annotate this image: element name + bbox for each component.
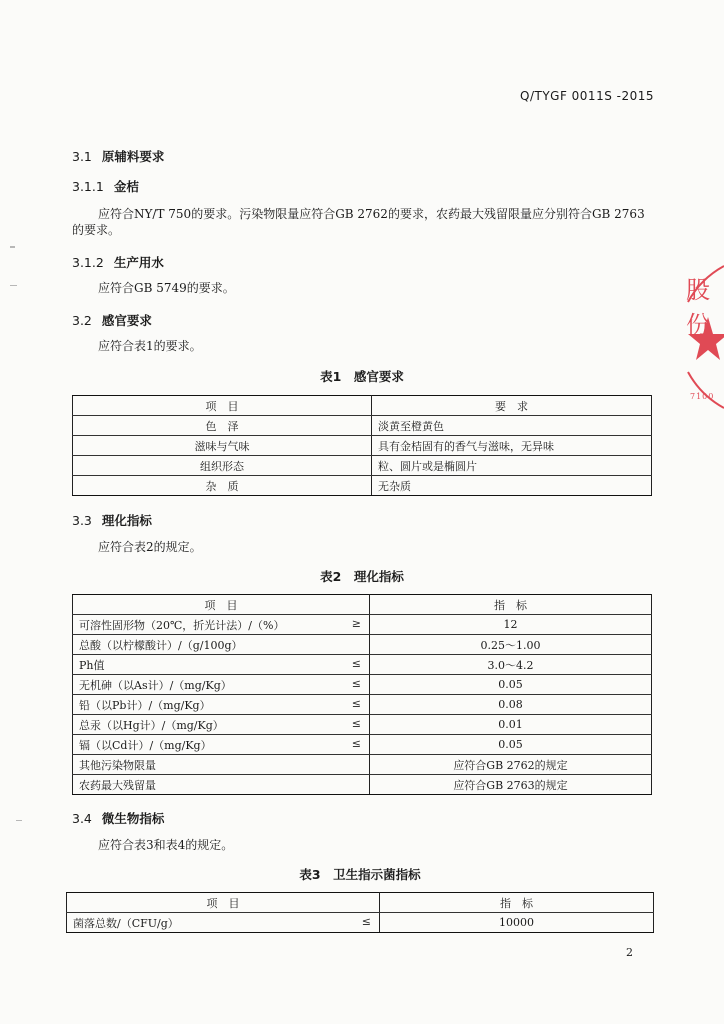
table-row — [73, 635, 652, 655]
row-item — [73, 615, 370, 635]
comparison-symbol: ≤ — [351, 657, 361, 670]
heading-number: 3.3 — [72, 513, 92, 528]
row-item — [73, 775, 370, 795]
scan-mark — [10, 285, 17, 286]
heading-3-2 — [72, 311, 152, 329]
comparison-symbol: ≤ — [351, 697, 361, 710]
row-value: 应符合GB 2763的规定 — [370, 775, 652, 795]
heading-title: 理化指标 — [101, 513, 152, 528]
heading-title: 原辅料要求 — [101, 149, 165, 164]
row-value: 12 — [370, 615, 652, 635]
heading-3-1-1 — [72, 177, 139, 195]
item-label: 无机砷（以As计）/（mg/Kg） — [79, 678, 232, 692]
header-requirement: 要 求 — [372, 396, 652, 416]
table3-indicator-bacteria — [66, 892, 654, 933]
row-item: 杂 质 — [73, 476, 372, 496]
paragraph-3-1-1-line2: 的要求。 — [72, 223, 121, 237]
header-item: 项 目 — [73, 396, 372, 416]
table-row — [73, 615, 652, 635]
table-row — [73, 436, 652, 456]
row-value: 10000 — [380, 913, 654, 933]
heading-title: 金桔 — [113, 179, 139, 194]
seal-code: 7100 — [690, 392, 715, 401]
heading-title: 微生物指标 — [101, 811, 165, 826]
row-item — [73, 655, 370, 675]
item-label: 铅（以Pb计）/（mg/Kg） — [79, 698, 211, 712]
row-value: 3.0～4.2 — [370, 655, 652, 675]
row-value: 应符合GB 2762的规定 — [370, 755, 652, 775]
header-item: 项 目 — [67, 893, 380, 913]
table-row — [73, 735, 652, 755]
row-requirement: 淡黄至橙黄色 — [372, 416, 652, 436]
table1-sensory — [72, 395, 652, 496]
row-requirement: 具有金桔固有的香气与滋味，无异味 — [372, 436, 652, 456]
header-item: 项 目 — [73, 595, 370, 615]
table-row — [73, 755, 652, 775]
table2-caption: 表2 理化指标 — [320, 569, 404, 584]
heading-3-4 — [72, 809, 164, 827]
paragraph-3-3: 应符合表2的规定。 — [98, 540, 202, 554]
row-item — [73, 635, 370, 655]
heading-title: 生产用水 — [113, 255, 164, 270]
page-number: 2 — [626, 946, 633, 959]
row-value: 0.05 — [370, 735, 652, 755]
row-item: 色 泽 — [73, 416, 372, 436]
row-item — [73, 715, 370, 735]
company-seal — [684, 262, 724, 412]
heading-number: 3.4 — [72, 811, 92, 826]
item-label: 可溶性固形物（20℃，折光计法）/（%） — [79, 618, 285, 632]
item-label: Ph值 — [79, 658, 105, 672]
table-header-row — [67, 893, 654, 913]
table-header-row — [73, 595, 652, 615]
row-requirement: 粒、圆片或是椭圆片 — [372, 456, 652, 476]
item-label: 镉（以Cd计）/（mg/Kg） — [79, 738, 212, 752]
row-item — [73, 755, 370, 775]
heading-3-1-2 — [72, 253, 164, 271]
row-item: 滋味与气味 — [73, 436, 372, 456]
row-value: 0.08 — [370, 695, 652, 715]
comparison-symbol: ≤ — [351, 677, 361, 690]
heading-number: 3.1.1 — [72, 179, 104, 194]
row-item — [67, 913, 380, 933]
header-value: 指 标 — [380, 893, 654, 913]
row-item — [73, 675, 370, 695]
table2-physicochemical — [72, 594, 652, 795]
row-item — [73, 735, 370, 755]
heading-number: 3.1 — [72, 149, 92, 164]
heading-3-1 — [72, 147, 164, 165]
table-row — [73, 695, 652, 715]
item-label: 总酸（以柠檬酸计）/（g/100g） — [79, 638, 243, 652]
table-row — [67, 913, 654, 933]
row-item — [73, 695, 370, 715]
item-label: 菌落总数/（CFU/g） — [73, 916, 179, 930]
row-value: 0.25～1.00 — [370, 635, 652, 655]
table-row — [73, 476, 652, 496]
standard-code: Q/TYGF 0011S -2015 — [520, 89, 655, 103]
table-row — [73, 775, 652, 795]
table-row — [73, 715, 652, 735]
heading-number: 3.1.2 — [72, 255, 104, 270]
table-row — [73, 416, 652, 436]
comparison-symbol: ≤ — [351, 737, 361, 750]
table-row — [73, 456, 652, 476]
comparison-symbol: ≤ — [351, 717, 361, 730]
table-row — [73, 655, 652, 675]
scan-mark — [10, 246, 15, 248]
comparison-symbol: ≥ — [351, 617, 361, 630]
row-item: 组织形态 — [73, 456, 372, 476]
comparison-symbol: ≤ — [361, 915, 371, 928]
item-label: 其他污染物限量 — [79, 758, 156, 772]
heading-title: 感官要求 — [101, 313, 152, 328]
paragraph-3-4: 应符合表3和表4的规定。 — [98, 838, 234, 852]
row-requirement: 无杂质 — [372, 476, 652, 496]
item-label: 总汞（以Hg计）/（mg/Kg） — [79, 718, 224, 732]
scan-mark — [16, 820, 22, 821]
paragraph-3-1-2: 应符合GB 5749的要求。 — [98, 281, 235, 295]
heading-number: 3.2 — [72, 313, 92, 328]
table3-caption: 表3 卫生指示菌指标 — [299, 867, 421, 882]
table-header-row — [73, 396, 652, 416]
table1-caption: 表1 感官要求 — [320, 369, 404, 384]
header-value: 指 标 — [370, 595, 652, 615]
paragraph-3-1-1-line1: 应符合NY/T 750的要求。污染物限量应符合GB 2762的要求，农药最大残留限量应分别符合GB 2763 — [98, 207, 645, 221]
heading-3-3 — [72, 511, 152, 529]
paragraph-3-2: 应符合表1的要求。 — [98, 339, 202, 353]
item-label: 农药最大残留量 — [79, 778, 156, 792]
seal-text: 股份 — [686, 276, 710, 339]
row-value: 0.05 — [370, 675, 652, 695]
table-row — [73, 675, 652, 695]
row-value: 0.01 — [370, 715, 652, 735]
